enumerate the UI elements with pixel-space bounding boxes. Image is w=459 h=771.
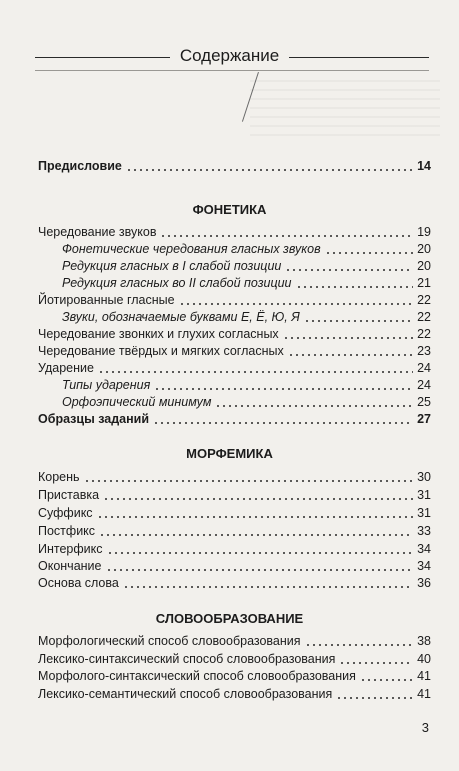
toc-leader-dots — [123, 585, 413, 589]
toc-entry-label: Суффикс — [38, 506, 93, 520]
toc-leader-dots — [106, 568, 414, 572]
toc-entry[interactable] — [38, 486, 431, 504]
toc-entry-page: 25 — [417, 395, 431, 409]
toc-entry[interactable] — [38, 359, 431, 377]
toc-entry[interactable] — [38, 410, 431, 428]
toc-subentry[interactable] — [62, 308, 431, 326]
toc-entry-label: Фонетические чередования гласных звуков — [62, 242, 321, 256]
toc-entry-preface[interactable] — [38, 157, 431, 175]
toc-entry-label: Приставка — [38, 488, 100, 502]
toc-entry-page: 33 — [417, 524, 431, 538]
toc-entry-page: 38 — [417, 634, 431, 648]
toc-entry-page: 20 — [417, 259, 431, 273]
toc-entry-page: 36 — [417, 576, 431, 590]
toc-entry[interactable] — [38, 540, 431, 558]
toc-entry-page: 41 — [417, 669, 431, 683]
toc-leader-dots — [288, 353, 413, 357]
toc-entry[interactable] — [38, 632, 431, 650]
toc-leader-dots — [84, 479, 413, 483]
toc-entry-label: Йотированные гласные — [38, 293, 175, 307]
toc-entry-label: Редукция гласных в I слабой позиции — [62, 259, 282, 273]
toc-entry-page: 20 — [417, 242, 431, 256]
toc-entry-label: Чередование звонких и глухих согласных — [38, 327, 279, 341]
toc-leader-dots — [285, 268, 413, 272]
toc-entry-page: 34 — [417, 542, 431, 556]
section-heading-word-formation: СЛОВООБРАЗОВАНИЕ — [155, 611, 304, 626]
toc-leader-dots — [154, 387, 413, 391]
toc-entry[interactable] — [38, 557, 431, 575]
toc-entry[interactable] — [38, 291, 431, 309]
toc-leader-dots — [179, 302, 413, 306]
toc-leader-dots — [160, 234, 413, 238]
toc-leader-dots — [305, 643, 413, 647]
toc-entry-page: 34 — [417, 559, 431, 573]
header-rule-faint — [35, 70, 429, 71]
toc-entry-page: 21 — [417, 276, 431, 290]
toc-entry-label: Лексико-семантический способ словообразования — [38, 687, 333, 701]
toc-entry-page: 31 — [417, 488, 431, 502]
toc-entry-page: 24 — [417, 361, 431, 375]
toc-subentry[interactable] — [62, 240, 431, 258]
toc-entry[interactable] — [38, 342, 431, 360]
toc-entry-label: Корень — [38, 470, 80, 484]
toc-leader-dots — [107, 551, 413, 555]
toc-entry-page: 14 — [417, 159, 431, 173]
toc-entry-label: Лексико-синтаксический способ словообразования — [38, 652, 336, 666]
toc-entry[interactable] — [38, 685, 431, 703]
toc-subentry[interactable] — [62, 257, 431, 275]
toc-entry-page: 27 — [417, 412, 431, 426]
toc-entry[interactable] — [38, 667, 431, 685]
toc-leader-dots — [97, 515, 413, 519]
section-heading-phonetics: ФОНЕТИКА — [192, 202, 267, 217]
toc-entry[interactable] — [38, 574, 431, 592]
page-title — [0, 44, 459, 68]
toc-entry-page: 22 — [417, 310, 431, 324]
toc-leader-dots — [99, 533, 413, 537]
toc-entry[interactable] — [38, 468, 431, 486]
toc-entry-page: 24 — [417, 378, 431, 392]
toc-entry-page: 23 — [417, 344, 431, 358]
toc-entry-label: Образцы заданий — [38, 412, 150, 426]
page-title-text: Содержание — [170, 46, 289, 65]
toc-entry-label: Окончание — [38, 559, 102, 573]
toc-entry[interactable] — [38, 504, 431, 522]
bleed-through-texture — [250, 80, 440, 140]
toc-entry[interactable] — [38, 325, 431, 343]
toc-entry-label: Типы ударения — [62, 378, 151, 392]
toc-entry-label: Постфикс — [38, 524, 96, 538]
toc-leader-dots — [296, 285, 413, 289]
section-heading-morphemics: МОРФЕМИКА — [186, 446, 273, 461]
toc-leader-dots — [103, 497, 413, 501]
toc-entry-page: 31 — [417, 506, 431, 520]
toc-entry-page: 22 — [417, 293, 431, 307]
toc-entry-label: Морфологический способ словообразования — [38, 634, 301, 648]
toc-entry[interactable] — [38, 223, 431, 241]
toc-entry-page: 30 — [417, 470, 431, 484]
toc-entry[interactable] — [38, 650, 431, 668]
toc-leader-dots — [98, 370, 413, 374]
toc-entry-label: Орфоэпический минимум — [62, 395, 212, 409]
toc-entry-label: Морфолого-синтаксический способ словообразования — [38, 669, 356, 683]
toc-entry-label: Звуки, обозначаемые буквами Е, Ё, Ю, Я — [62, 310, 300, 324]
toc-subentry[interactable] — [62, 393, 431, 411]
toc-leader-dots — [360, 678, 413, 682]
toc-leader-dots — [153, 421, 413, 425]
page-number: 3 — [421, 720, 429, 735]
toc-entry-label: Чередование звуков — [38, 225, 157, 239]
toc-entry-label: Чередование твёрдых и мягких согласных — [38, 344, 284, 358]
toc-entry-page: 41 — [417, 687, 431, 701]
toc-entry-page: 40 — [417, 652, 431, 666]
toc-entry-label: Ударение — [38, 361, 94, 375]
toc-entry-label: Редукция гласных во II слабой позиции — [62, 276, 292, 290]
toc-entry-label: Основа слова — [38, 576, 119, 590]
toc-leader-dots — [325, 251, 413, 255]
toc-entry-page: 19 — [417, 225, 431, 239]
toc-leader-dots — [126, 168, 413, 172]
toc-entry-label: Предисловие — [38, 159, 122, 173]
toc-leader-dots — [215, 404, 413, 408]
toc-leader-dots — [336, 696, 413, 700]
toc-subentry[interactable] — [62, 274, 431, 292]
toc-entry-page: 22 — [417, 327, 431, 341]
toc-leader-dots — [283, 336, 413, 340]
toc-leader-dots — [304, 319, 413, 323]
toc-entry-label: Интерфикс — [38, 542, 103, 556]
toc-entry[interactable] — [38, 522, 431, 540]
toc-leader-dots — [339, 661, 413, 665]
toc-subentry[interactable] — [62, 376, 431, 394]
